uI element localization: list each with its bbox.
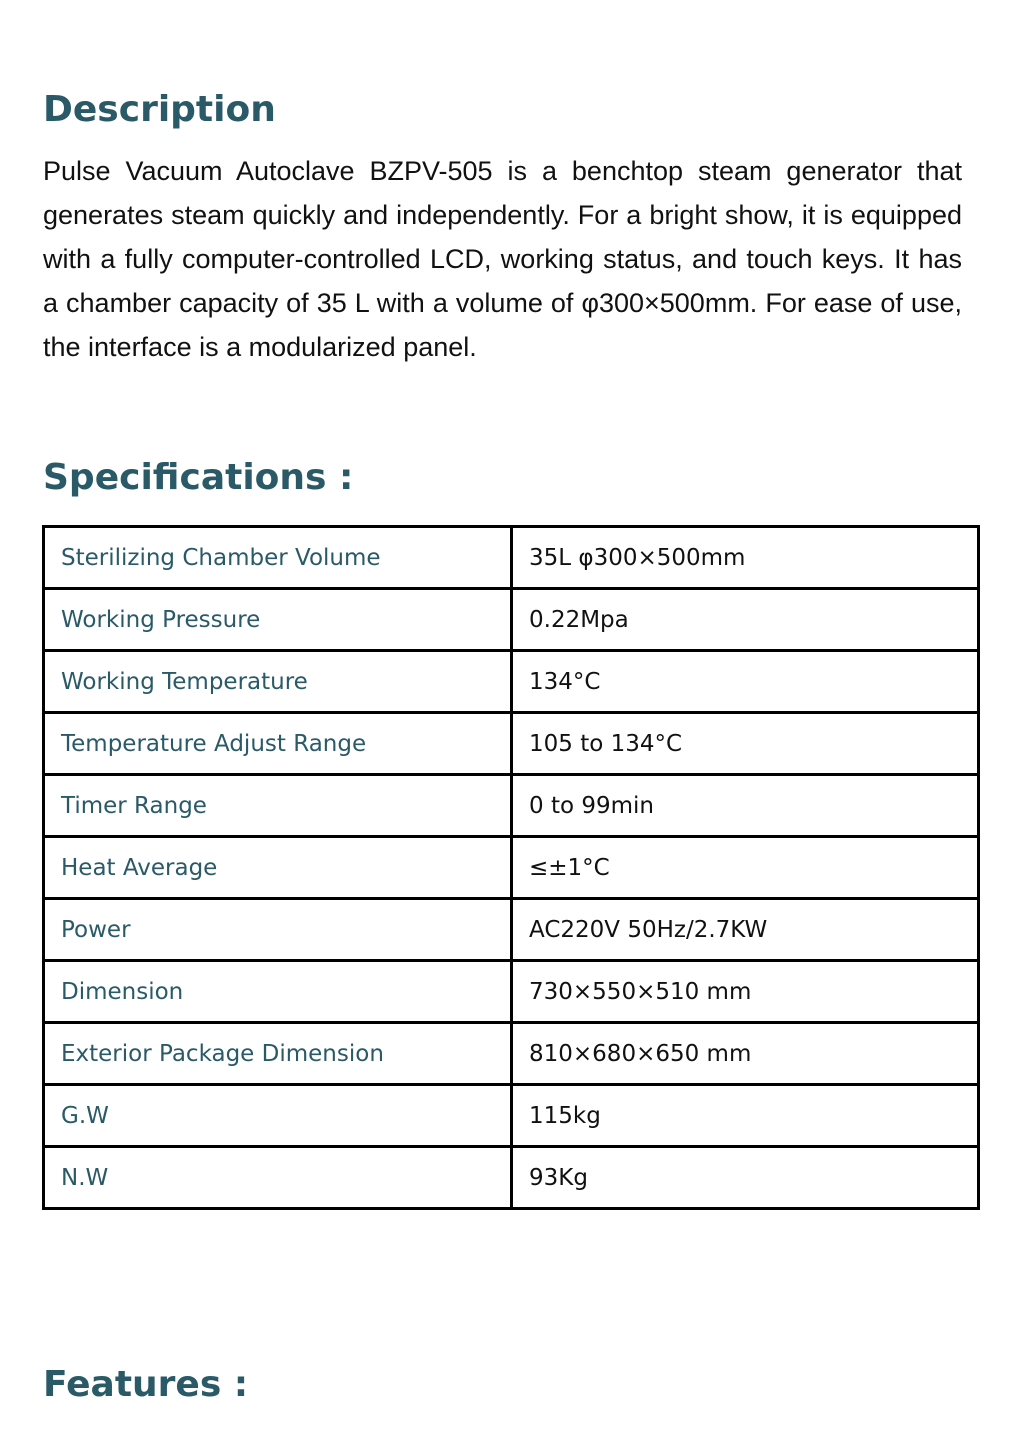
spec-label: Timer Range xyxy=(44,775,512,837)
spec-value: 134°C xyxy=(512,651,979,713)
spec-value: 810×680×650 mm xyxy=(512,1023,979,1085)
spec-value: 105 to 134°C xyxy=(512,713,979,775)
spec-value: ≤±1°C xyxy=(512,837,979,899)
specifications-table xyxy=(42,525,980,1210)
spec-value: 0 to 99min xyxy=(512,775,979,837)
table-row xyxy=(44,713,979,775)
spec-label: G.W xyxy=(44,1085,512,1147)
spec-label: Working Temperature xyxy=(44,651,512,713)
table-row xyxy=(44,775,979,837)
table-row xyxy=(44,1023,979,1085)
spec-label: Power xyxy=(44,899,512,961)
table-row xyxy=(44,527,979,589)
spec-label: N.W xyxy=(44,1147,512,1209)
spec-value: 115kg xyxy=(512,1085,979,1147)
table-row xyxy=(44,651,979,713)
spec-label: Heat Average xyxy=(44,837,512,899)
table-row xyxy=(44,899,979,961)
spec-label: Exterior Package Dimension xyxy=(44,1023,512,1085)
spec-value: 0.22Mpa xyxy=(512,589,979,651)
table-row xyxy=(44,589,979,651)
spec-label: Working Pressure xyxy=(44,589,512,651)
table-row xyxy=(44,837,979,899)
spec-label: Dimension xyxy=(44,961,512,1023)
description-heading: Description xyxy=(43,89,276,130)
description-text: Pulse Vacuum Autoclave BZPV-505 is a benchtop steam generator that generates steam quickly and independently. For a bright show, it is equipped with a fully computer-controlled LCD, working status, and touch keys. It has a chamber capacity of 35 L with a volume of φ300×500mm. For ease of use, the interface is a modularized panel. xyxy=(43,156,962,362)
spec-label: Temperature Adjust Range xyxy=(44,713,512,775)
features-heading: Features : xyxy=(43,1364,249,1405)
table-row xyxy=(44,1147,979,1209)
spec-value: 730×550×510 mm xyxy=(512,961,979,1023)
spec-value: 35L φ300×500mm xyxy=(512,527,979,589)
spec-label: Sterilizing Chamber Volume xyxy=(44,527,512,589)
spec-value: 93Kg xyxy=(512,1147,979,1209)
spec-value: AC220V 50Hz/2.7KW xyxy=(512,899,979,961)
specifications-heading: Specifications : xyxy=(43,457,354,498)
table-row xyxy=(44,1085,979,1147)
table-row xyxy=(44,961,979,1023)
